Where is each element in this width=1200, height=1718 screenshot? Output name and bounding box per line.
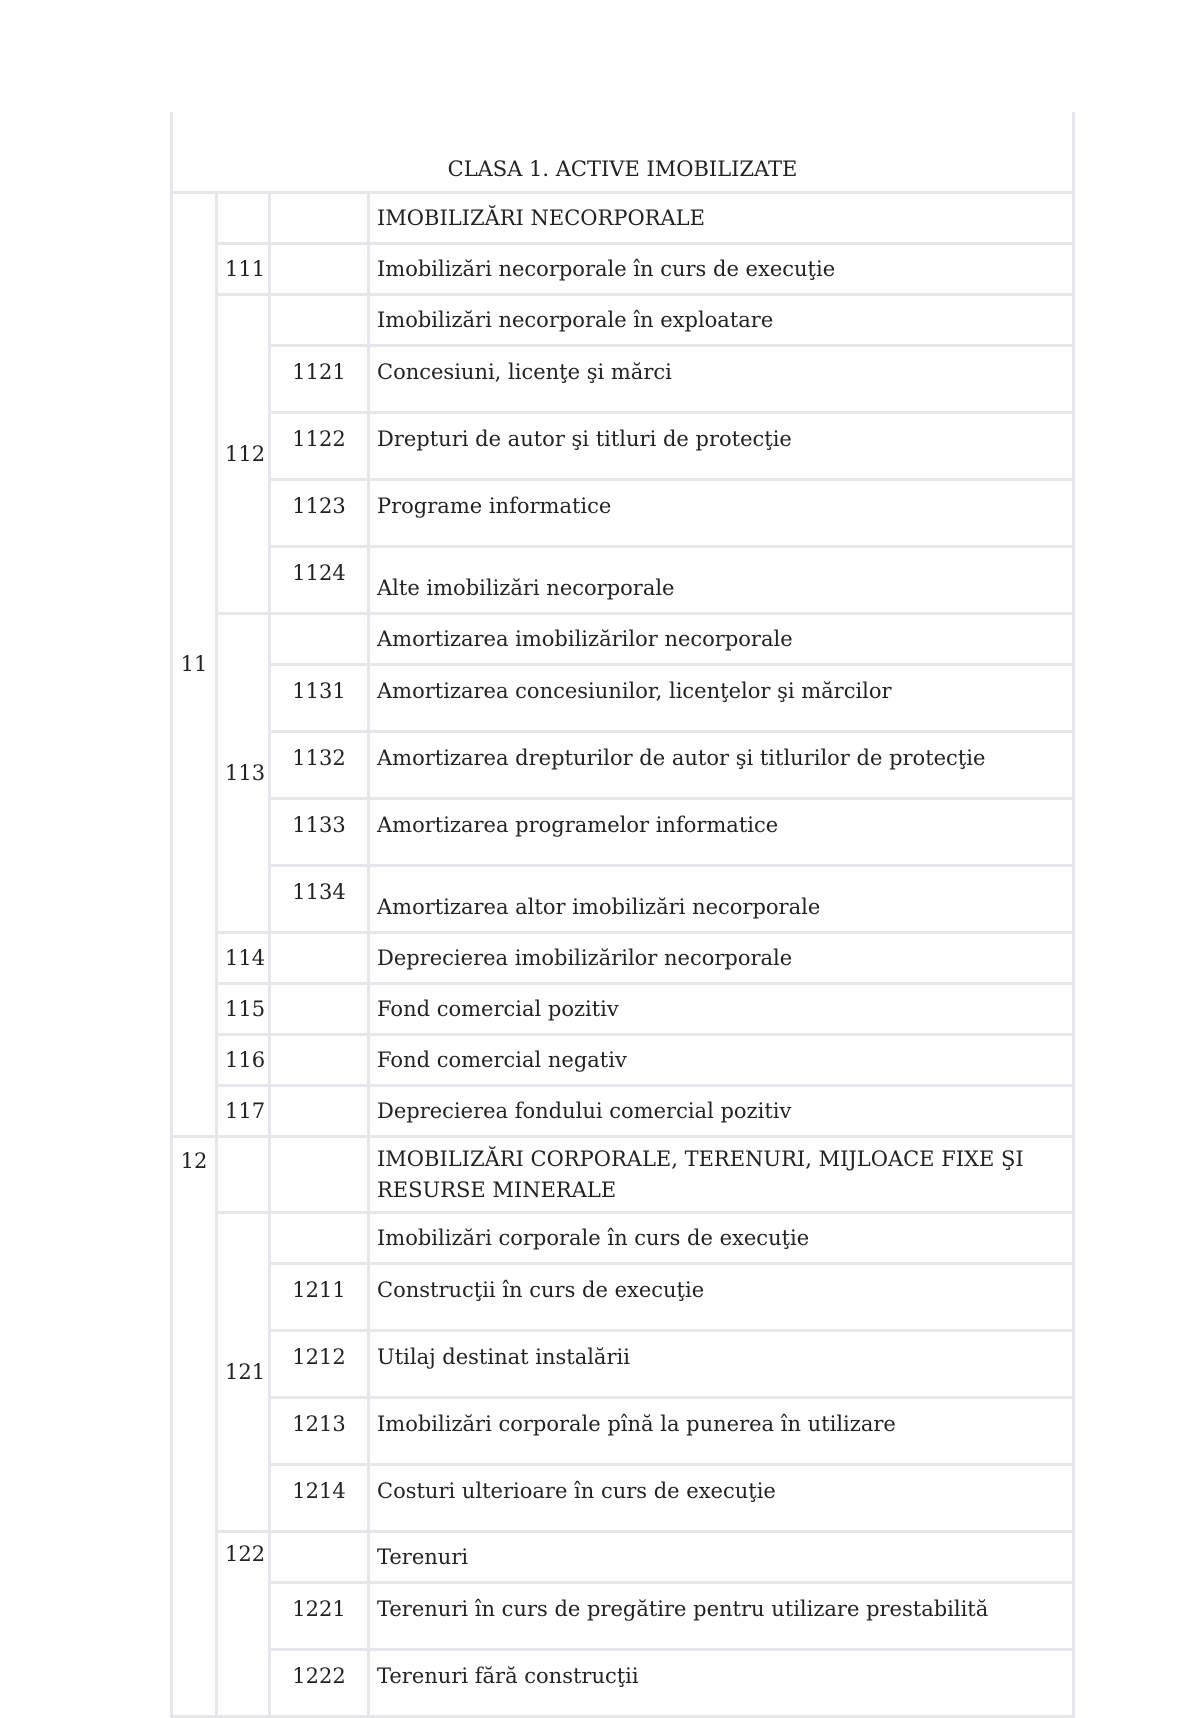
group-code: 11 xyxy=(172,193,217,1137)
account-name: Imobilizări corporale în curs de execuţie xyxy=(369,1213,1074,1264)
table-row xyxy=(172,547,1074,614)
table-row xyxy=(172,732,1074,799)
subaccount-code: 1123 xyxy=(270,480,369,547)
subaccount-code: 1221 xyxy=(270,1583,369,1650)
account-name: Costuri ulterioare în curs de execuţie xyxy=(369,1465,1074,1532)
table-row xyxy=(172,1035,1074,1086)
account-name: Terenuri în curs de pregătire pentru utilizare prestabilită xyxy=(369,1583,1074,1650)
account-name: Concesiuni, licenţe şi mărci xyxy=(369,346,1074,413)
account-name: Utilaj destinat instalării xyxy=(369,1331,1074,1398)
table-row xyxy=(172,1650,1074,1717)
account-name: Programe informatice xyxy=(369,480,1074,547)
account-code xyxy=(217,1137,270,1213)
subaccount-code xyxy=(270,295,369,346)
subaccount-code xyxy=(270,244,369,295)
table-row xyxy=(172,1331,1074,1398)
table-row xyxy=(172,1264,1074,1331)
account-code xyxy=(217,193,270,244)
subaccount-code: 1211 xyxy=(270,1264,369,1331)
account-name: Alte imobilizări necorporale xyxy=(369,547,1074,614)
account-code: 121 xyxy=(217,1213,270,1532)
subaccount-code: 1133 xyxy=(270,799,369,866)
subaccount-code: 1124 xyxy=(270,547,369,614)
subaccount-code: 1132 xyxy=(270,732,369,799)
table-row xyxy=(172,193,1074,244)
table-row xyxy=(172,1532,1074,1583)
account-code: 115 xyxy=(217,984,270,1035)
account-name: Terenuri fără construcţii xyxy=(369,1650,1074,1717)
subaccount-code xyxy=(270,193,369,244)
table-row xyxy=(172,346,1074,413)
account-name: Fond comercial pozitiv xyxy=(369,984,1074,1035)
table-row xyxy=(172,1137,1074,1213)
subaccount-code xyxy=(270,1086,369,1137)
table-row xyxy=(172,799,1074,866)
subaccount-code xyxy=(270,1137,369,1213)
subaccount-code xyxy=(270,1213,369,1264)
table-row xyxy=(172,1086,1074,1137)
subaccount-code xyxy=(270,933,369,984)
account-name: Amortizarea concesiunilor, licenţelor şi mărcilor xyxy=(369,665,1074,732)
account-name: IMOBILIZĂRI CORPORALE, TERENURI, MIJLOACE FIXE ŞI RESURSE MINERALE xyxy=(369,1137,1074,1213)
table-row xyxy=(172,1583,1074,1650)
table-title-row xyxy=(172,112,1074,193)
table-row xyxy=(172,866,1074,933)
account-name: Amortizarea drepturilor de autor şi titlurilor de protecţie xyxy=(369,732,1074,799)
account-name: Fond comercial negativ xyxy=(369,1035,1074,1086)
group-code: 12 xyxy=(172,1137,217,1717)
subaccount-code: 1213 xyxy=(270,1398,369,1465)
table-title: CLASA 1. ACTIVE IMOBILIZATE xyxy=(172,112,1074,193)
subaccount-code xyxy=(270,1035,369,1086)
account-name: Imobilizări necorporale în curs de execuţie xyxy=(369,244,1074,295)
account-code: 113 xyxy=(217,614,270,933)
subaccount-code xyxy=(270,1532,369,1583)
chart-of-accounts-table xyxy=(170,112,1075,1718)
table-row xyxy=(172,1465,1074,1532)
account-name: Imobilizări corporale pînă la punerea în utilizare xyxy=(369,1398,1074,1465)
account-code: 122 xyxy=(217,1532,270,1717)
subaccount-code: 1214 xyxy=(270,1465,369,1532)
account-code: 117 xyxy=(217,1086,270,1137)
account-code: 114 xyxy=(217,933,270,984)
table-row xyxy=(172,295,1074,346)
account-name: IMOBILIZĂRI NECORPORALE xyxy=(369,193,1074,244)
account-name: Deprecierea fondului comercial pozitiv xyxy=(369,1086,1074,1137)
account-code: 116 xyxy=(217,1035,270,1086)
account-name: Amortizarea programelor informatice xyxy=(369,799,1074,866)
account-name: Deprecierea imobilizărilor necorporale xyxy=(369,933,1074,984)
table-row xyxy=(172,413,1074,480)
account-code: 111 xyxy=(217,244,270,295)
subaccount-code xyxy=(270,614,369,665)
subaccount-code: 1212 xyxy=(270,1331,369,1398)
subaccount-code: 1121 xyxy=(270,346,369,413)
subaccount-code: 1122 xyxy=(270,413,369,480)
subaccount-code xyxy=(270,984,369,1035)
table-row xyxy=(172,1213,1074,1264)
subaccount-code: 1134 xyxy=(270,866,369,933)
table-row xyxy=(172,665,1074,732)
account-name: Drepturi de autor şi titluri de protecţie xyxy=(369,413,1074,480)
table-row xyxy=(172,933,1074,984)
account-name: Amortizarea imobilizărilor necorporale xyxy=(369,614,1074,665)
table-row xyxy=(172,614,1074,665)
table-row xyxy=(172,984,1074,1035)
account-name: Imobilizări necorporale în exploatare xyxy=(369,295,1074,346)
account-name: Amortizarea altor imobilizări necorporale xyxy=(369,866,1074,933)
account-name: Terenuri xyxy=(369,1532,1074,1583)
table-row xyxy=(172,480,1074,547)
table-row xyxy=(172,244,1074,295)
account-name: Construcţii în curs de execuţie xyxy=(369,1264,1074,1331)
subaccount-code: 1222 xyxy=(270,1650,369,1717)
subaccount-code: 1131 xyxy=(270,665,369,732)
account-code: 112 xyxy=(217,295,270,614)
table-row xyxy=(172,1398,1074,1465)
